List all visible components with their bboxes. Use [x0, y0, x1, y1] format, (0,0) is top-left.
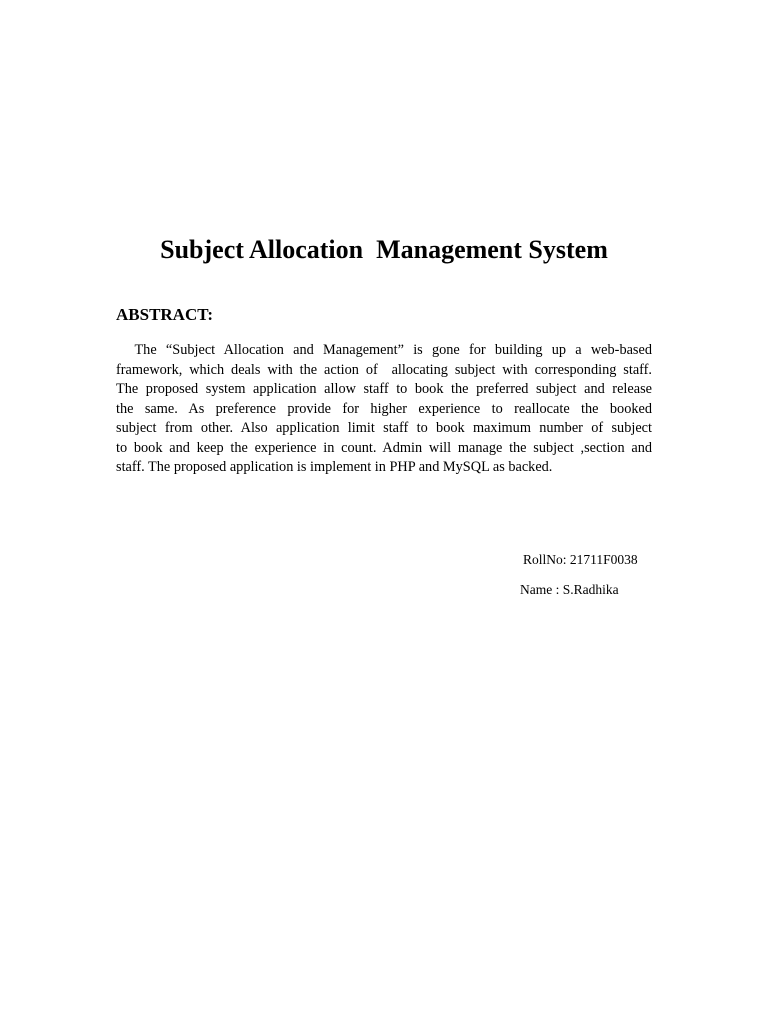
author-name: Name : S.Radhika — [520, 582, 619, 597]
abstract-line: The proposed system application allow staff to book the preferred subject and release — [116, 381, 652, 397]
abstract-line: The “Subject Allocation and Management” is gone for building up a web-based — [116, 342, 652, 358]
document-title: Subject Allocation Management System — [160, 235, 608, 264]
abstract-line: staff. The proposed application is implement in PHP and MySQL as backed. — [116, 459, 553, 475]
abstract-line: framework, which deals with the action of allocating subject with corresponding staff. — [116, 361, 652, 378]
abstract-heading: ABSTRACT: — [116, 305, 213, 324]
abstract-line: subject from other. Also application limit staff to book maximum number of subject — [116, 420, 652, 436]
abstract-line: to book and keep the experience in count. Admin will manage the subject ,section and — [116, 439, 652, 456]
abstract-body — [116, 341, 652, 478]
abstract-line: the same. As preference provide for higher experience to reallocate the booked — [116, 400, 652, 417]
roll-number: RollNo: 21711F0038 — [523, 552, 638, 567]
